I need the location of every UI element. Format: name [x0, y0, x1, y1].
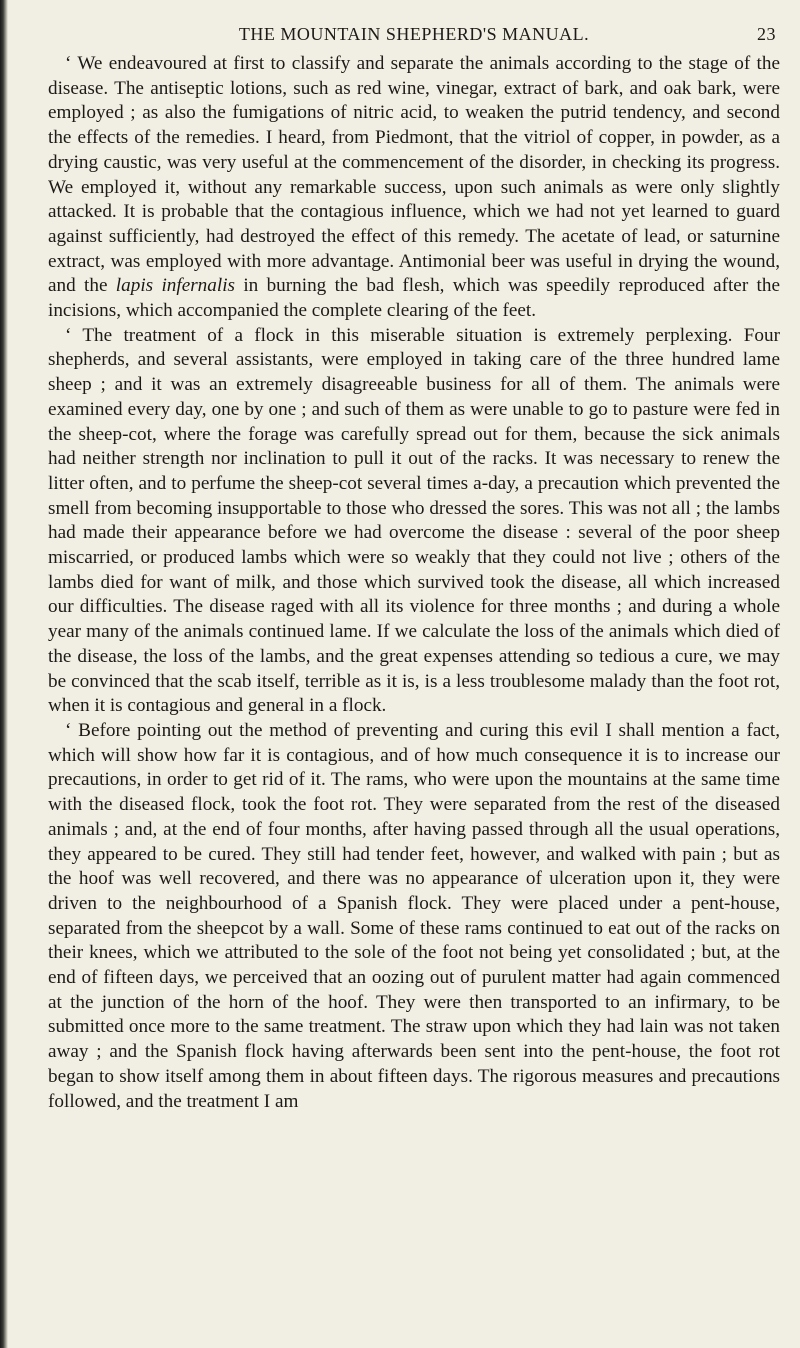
page-number: 23	[757, 24, 776, 44]
body-text	[48, 52, 780, 1114]
paragraph-1-text-end: in burning the bad flesh, which was speedily reproduced after the incisions, which accompanied the complete clearing of the feet.	[48, 275, 780, 322]
running-head	[48, 12, 780, 52]
paragraph-1	[48, 52, 780, 324]
paragraph-1-text: ‘ We endeavoured at first to classify and separate the animals according to the stage of the disease. The antiseptic lotions, such as red wine, vinegar, extract of bark, and oak bark, were employed ; as also the fumigations of nitric acid, to weaken the putrid tendency, and second the effects of the remedies. I heard, from Piedmont, that the vitriol of copper, in powder, as a drying caustic, was very useful at the commencement of the disorder, in checking its progress. We employed it, without any remarkable success, upon such animals as were only slightly attacked. It is probable that the contagious influence, which we had not yet learned to guard against sufficiently, had destroyed the effect of this remedy. The acetate of lead, or saturnine extract, was employed with more advantage. Antimonial beer was useful in drying the wound, and the	[48, 53, 780, 297]
running-title: THE MOUNTAIN SHEPHERD'S MANUAL.	[238, 24, 590, 44]
book-page	[48, 12, 780, 1114]
paragraph-3: ‘ Before pointing out the method of preventing and curing this evil I shall mention a fact, which will show how far it is contagious, and of how much consequence it is to increase our precautions, in order to get rid of it. The rams, who were upon the mountains at the same time with the diseased flock, took the foot rot. They were separated from the rest of the diseased animals ; and, at the end of four months, after having passed through all the usual operations, they appeared to be cured. They still had tender feet, however, and walked with pain ; but as the hoof was well recovered, and there was no appearance of ulceration upon it, they were driven to the neighbourhood of a Spanish flock. They were placed under a pent-house, separated from the sheepcot by a wall. Some of these rams continued to eat out of the racks on their knees, which we attributed to the sole of the foot not being yet consolidated ; but, at the end of fifteen days, we perceived that an oozing out of purulent matter had again commenced at the junction of the horn of the hoof. They were then transported to an infirmary, to be submitted once more to the same treatment. The straw upon which they had lain was not taken away ; and the Spanish flock having afterwards been sent into the pent-house, the foot rot began to show itself among them in about fifteen days. The rigorous measures and precautions followed, and the treatment I am	[48, 719, 780, 1112]
paragraph-1-italic-term: lapis infernalis	[115, 275, 235, 297]
binding-gutter	[0, 0, 8, 1348]
paragraph-2: ‘ The treatment of a flock in this miserable situation is extremely perplexing. Four shepherds, and several assistants, were employed in taking care of the three hundred lame sheep ; and it was an extremely disagreeable business for all of them. The animals were examined every day, one by one ; and such of them as were unable to go to pasture were fed in the sheep-cot, where the forage was carefully spread out for them, because the sick animals had neither strength nor inclination to pull it out of the racks. It was necessary to renew the litter often, and to perfume the sheep-cot several times a-day, a precaution which prevented the smell from becoming insupportable to those who dressed the sores. This was not all ; the lambs had made their appearance before we had overcome the disease : several of the poor sheep miscarried, or produced lambs which were so weakly that they could not live ; others of the lambs died for want of milk, and those which survived took the disease, all which increased our difficulties. The disease raged with all its violence for three months ; and during a whole year many of the animals continued lame. If we calculate the loss of the animals which died of the disease, the loss of the lambs, and the great expenses attending so tedious a cure, we may be convinced that the scab itself, terrible as it is, is a less troublesome malady than the foot rot, when it is contagious and general in a flock.	[48, 324, 780, 717]
